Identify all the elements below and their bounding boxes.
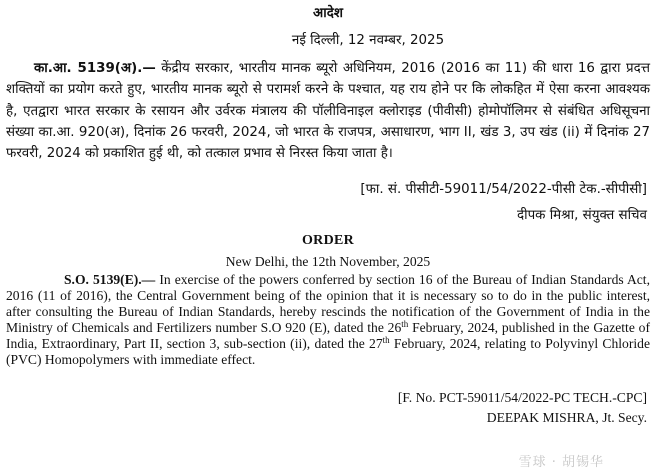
- english-body-text-2: February, 2024, published in the Gazette of India, Extraordinary, Part II, section 3, sub-section (ii), dated the 27: [6, 320, 650, 352]
- english-section: [6, 228, 650, 426]
- watermark: 雪球 · 胡锡华: [518, 455, 604, 470]
- hindi-title: आदेश: [313, 6, 343, 21]
- hindi-so-number: का.आ. 5139(अ).—: [34, 61, 156, 76]
- hindi-signatory: दीपक मिश्रा, संयुक्त सचिव: [516, 208, 647, 224]
- english-superscript-2: th: [382, 335, 390, 346]
- english-body-text-3: February, 2024, relating to Polyvinyl Chloride (PVC) Homopolymers with immediate effect.: [6, 336, 650, 368]
- hindi-body-paragraph: [6, 55, 650, 164]
- english-file-number: [F. No. PCT-59011/54/2022-PC TECH.-CPC]: [397, 390, 647, 406]
- english-signatory: DEEPAK MISHRA, Jt. Secy.: [486, 410, 647, 426]
- english-body-paragraph: [6, 270, 650, 368]
- english-so-number: S.O. 5139(E).—: [64, 272, 156, 288]
- hindi-place-date: नई दिल्ली, 12 नवम्बर, 2025: [291, 33, 445, 48]
- english-place-date: New Delhi, the 12th November, 2025: [225, 254, 431, 270]
- english-superscript-1: th: [401, 319, 409, 330]
- english-title: ORDER: [301, 233, 355, 249]
- hindi-section: [6, 0, 650, 228]
- hindi-body-text: केंद्रीय सरकार, भारतीय मानक ब्यूरो अधिनियम, 2016 (2016 का 11) की धारा 16 द्वारा प्रदत्त शक्तियों का प्रयोग करते हुए, भारतीय मानक ब्यूरो से परामर्श करने के पश्चात, यह राय होने पर कि लोकहित में ऐसा करना आवश्यक है, एतद्वारा भारत सरकार के रसायन और उर्वरक मंत्रालय की पॉलीविनाइल क्लोराइड (पीवीसी) होमोपॉलिमर से संबंधित अधिसूचना संख्या का.आ. 920(अ), दिनांक 26 फरवरी, 2024, जो भारत के राजपत्र, असाधारण, भाग II, खंड 3, उप खंड (ii) में दिनांक 27 फरवरी, 2024 को प्रकाशित हुई थी, को तत्काल प्रभाव से निरस्त किया जाता है।: [6, 61, 650, 162]
- english-body-text-1: In exercise of the powers conferred by section 16 of the Bureau of Indian Standards Act, 2016 (11 of 2016), the Central Government being of the opinion that it is necessary so to do in the public interest, after consulting the Bureau of Indian Standards, hereby rescinds the notification of the Government of India in the Ministry of Chemicals and Fertilizers number S.O 920 (E), dated the 26: [6, 272, 650, 336]
- hindi-file-number: [फा. सं. पीसीटी-59011/54/2022-पीसी टेक.-सीपीसी]: [360, 182, 647, 198]
